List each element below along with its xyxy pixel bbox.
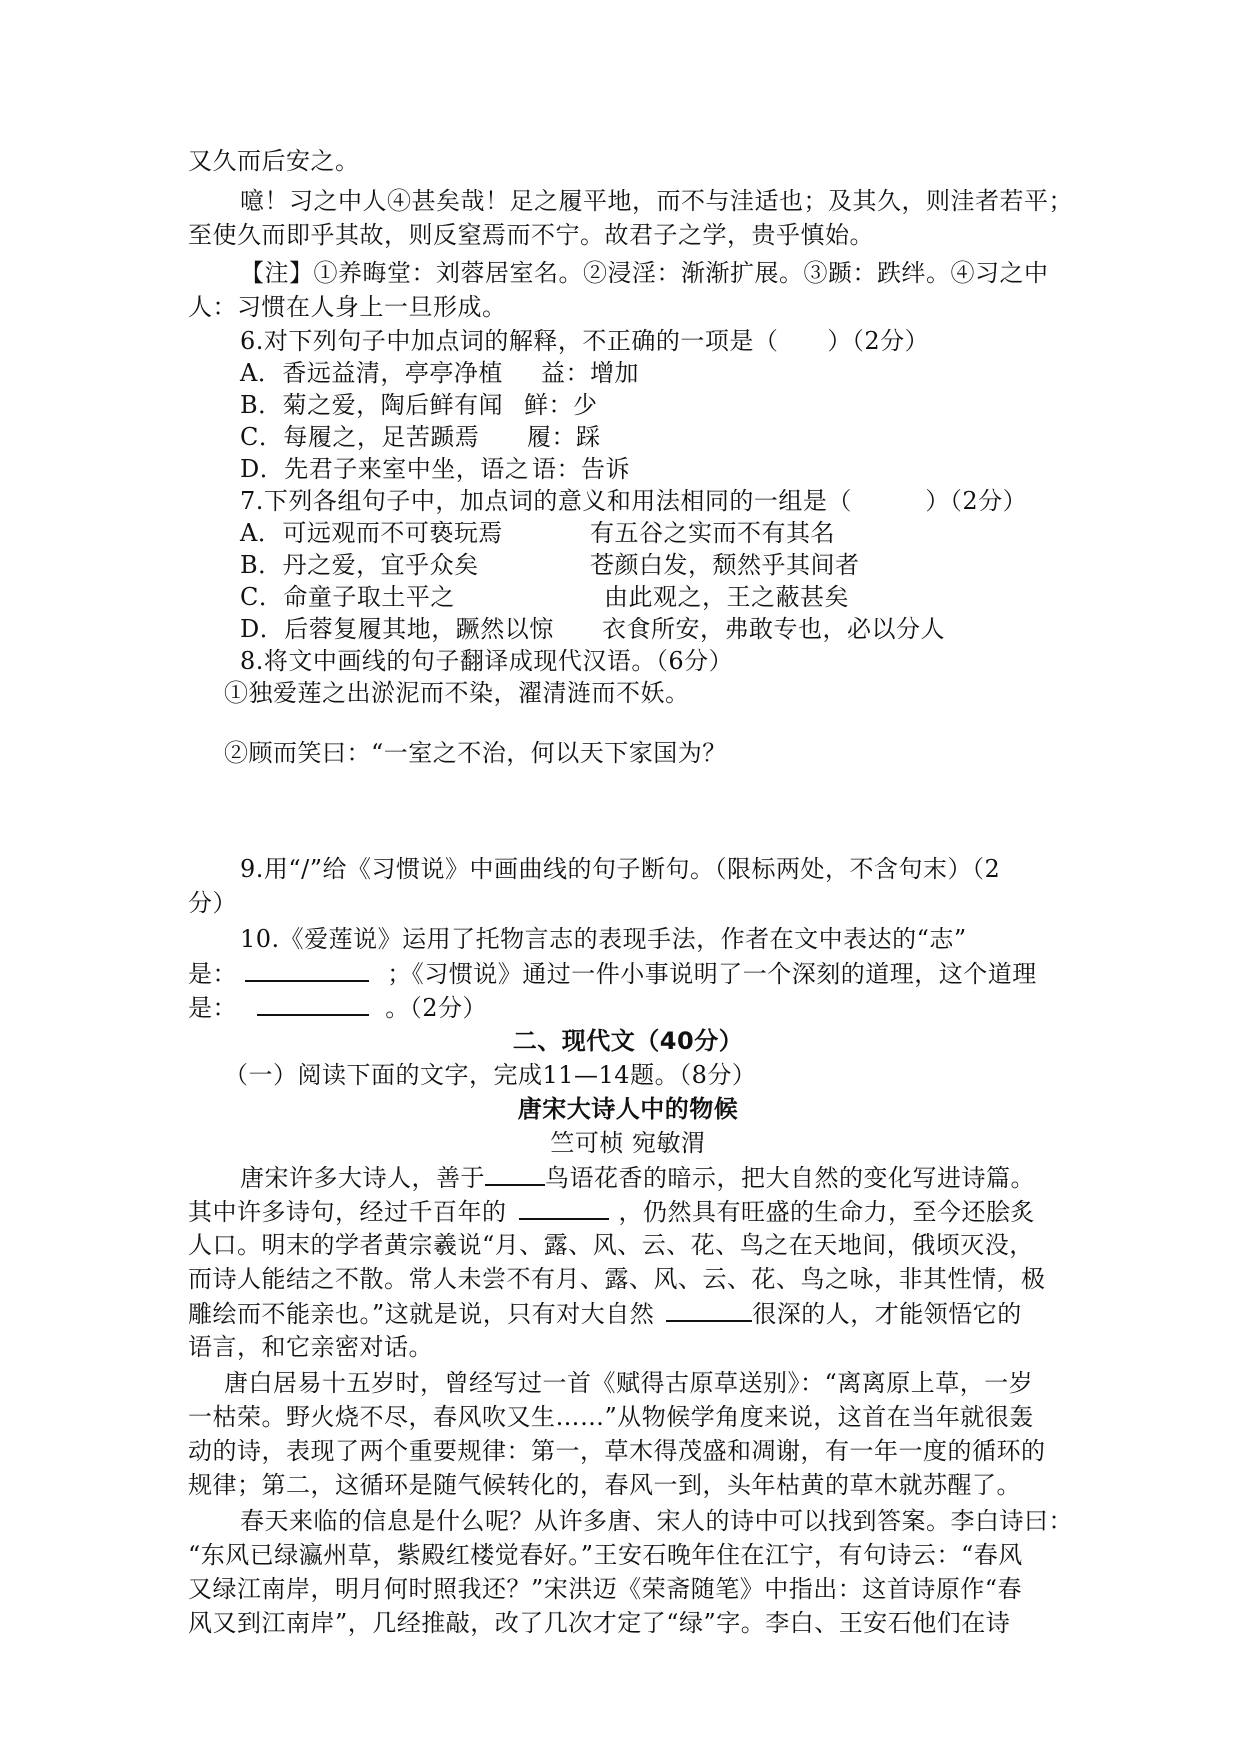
- q6-stem: 6.对下列句子中加点词的解释，不正确的一项是（ ）（2分）: [240, 327, 930, 355]
- q6-option-d: [240, 454, 630, 484]
- answer-blank[interactable]: [666, 1298, 752, 1322]
- option-left: D．后蓉复履其地，蹶然以惊: [240, 615, 554, 643]
- q10-text: ；《习惯说》通过一件小事说明了一个深刻的道理，这个道理: [387, 960, 1037, 988]
- article-line: 春天来临的信息是什么呢？从许多唐、宋人的诗中可以找到答案。李白诗曰：: [240, 1507, 1073, 1535]
- q6-option-a: [240, 358, 639, 388]
- q10-label: 是：: [188, 994, 237, 1022]
- option-gloss: 语：告诉: [532, 455, 630, 483]
- option-left: B．丹之爱，宜乎众矣: [240, 551, 479, 579]
- note-line: 【注】①养晦堂：刘蓉居室名。②浸淫：渐渐扩展。③踬：跌绊。④习之中: [240, 259, 1049, 287]
- q10-text: 。（2分）: [385, 994, 488, 1022]
- text-segment: ，仍然具有旺盛的生命力，至今还脍炙: [618, 1198, 1035, 1226]
- q6-option-c: [240, 422, 601, 452]
- article-title: 唐宋大诗人中的物候: [517, 1095, 739, 1123]
- text-segment: 很深的人，才能领悟它的: [752, 1300, 1022, 1328]
- answer-blank[interactable]: [257, 992, 369, 1016]
- passage-line: 噫！习之中人④甚矣哉！足之履平地，而不与洼适也；及其久，则洼者若平；: [240, 187, 1073, 215]
- section-subtitle: （一）阅读下面的文字，完成11—14题。（8分）: [224, 1061, 757, 1089]
- q10-line: [188, 992, 487, 1023]
- option-text: B．菊之爱，陶后鲜有闻: [240, 391, 504, 419]
- q7-option-c: [240, 582, 849, 612]
- article-line: 又绿江南岸，明月何时照我还？”宋洪迈《荣斋随笔》中指出：这首诗原作“春: [188, 1575, 1023, 1603]
- article-line: 一枯荣。野火烧不尽，春风吹又生……”从物候学角度来说，这首在当年就很轰: [188, 1403, 1034, 1431]
- article-line: 而诗人能结之不散。常人未尝不有月、露、风、云、花、鸟之咏，非其性情，极: [188, 1265, 1046, 1293]
- q7-option-a: [240, 518, 835, 548]
- passage-line: 又久而后安之。: [188, 147, 360, 175]
- answer-blank[interactable]: [519, 1196, 609, 1220]
- article-line: 规律；第二，这循环是随气候转化的，春风一到，头年枯黄的草木就苏醒了。: [188, 1471, 1021, 1499]
- article-line: [188, 1298, 1022, 1329]
- q7-option-b: [240, 550, 860, 580]
- q8-stem: 8.将文中画线的句子翻译成现代汉语。（6分）: [240, 647, 734, 675]
- answer-blank[interactable]: [485, 1162, 545, 1186]
- q7-stem: 7.下列各组句子中，加点词的意义和用法相同的一组是（ ）（2分）: [240, 487, 1028, 515]
- q8-sentence-2: ②顾而笑曰：“一室之不治，何以天下家国为？: [224, 739, 727, 767]
- text-segment: 其中许多诗句，经过千百年的: [188, 1198, 507, 1226]
- option-left: A．可远观而不可亵玩焉: [240, 519, 503, 547]
- option-gloss: 益：增加: [541, 359, 639, 387]
- q10-line: [188, 958, 1037, 989]
- article-line: 风又到江南岸”，几经推敲，改了几次才定了“绿”字。李白、王安石他们在诗: [188, 1609, 1011, 1637]
- option-gloss: 履：踩: [527, 423, 601, 451]
- q7-option-d: [240, 614, 945, 644]
- option-right: 衣食所安，弗敢专也，必以分人: [602, 615, 945, 643]
- text-segment: 唐宋许多大诗人，善于: [240, 1164, 485, 1192]
- text-segment: 鸟语花香的暗示，把大自然的变化写进诗篇。: [545, 1164, 1035, 1192]
- q10-line: 10.《爱莲说》运用了托物言志的表现手法，作者在文中表达的“志”: [240, 925, 967, 953]
- option-gloss: 鲜：少: [524, 391, 598, 419]
- article-line: 语言，和它亲密对话。: [188, 1333, 433, 1361]
- section-title: 二、现代文（40分）: [512, 1027, 744, 1055]
- option-right: 由此观之，王之蔽甚矣: [604, 583, 849, 611]
- q9-line: 分）: [188, 889, 237, 917]
- option-left: C．命童子取土平之: [240, 583, 455, 611]
- option-right: 苍颜白发，颓然乎其间者: [590, 551, 860, 579]
- article-line: [188, 1196, 1035, 1227]
- answer-blank[interactable]: [245, 958, 369, 982]
- option-text: D．先君子来室中坐，语之: [240, 455, 530, 483]
- note-line: 人：习惯在人身上一旦形成。: [188, 293, 507, 321]
- passage-line: 至使久而即乎其故，则反窒焉而不宁。故君子之学，贵乎慎始。: [188, 221, 874, 249]
- q9-line: 9.用“/”给《习惯说》中画曲线的句子断句。（限标两处，不含句末）（2: [240, 855, 1001, 883]
- article-line: [240, 1162, 1035, 1193]
- q8-sentence-1: ①独爱莲之出淤泥而不染，濯清涟而不妖。: [224, 679, 690, 707]
- article-line: 动的诗，表现了两个重要规律：第一，草木得茂盛和凋谢，有一年一度的循环的: [188, 1437, 1046, 1465]
- option-text: C．每履之，足苦踬焉: [240, 423, 480, 451]
- q6-option-b: [240, 390, 598, 420]
- article-line: “东风已绿瀛州草，紫殿红楼觉春好。”王安石晚年住在江宁，有句诗云：“春风: [188, 1541, 1023, 1569]
- article-authors: 竺可桢 宛敏渭: [550, 1129, 706, 1157]
- q10-label: 是：: [188, 960, 237, 988]
- text-segment: 雕绘而不能亲也。”这就是说，只有对大自然: [188, 1300, 655, 1328]
- option-right: 有五谷之实而不有其名: [590, 519, 835, 547]
- article-line: 人口。明末的学者黄宗羲说“月、露、风、云、花、鸟之在天地间，俄顷灭没，: [188, 1231, 1034, 1259]
- option-text: A．香远益清，亭亭净植: [240, 359, 503, 387]
- article-line: 唐白居易十五岁时，曾经写过一首《赋得古原草送别》：“离离原上草，一岁: [224, 1369, 1034, 1397]
